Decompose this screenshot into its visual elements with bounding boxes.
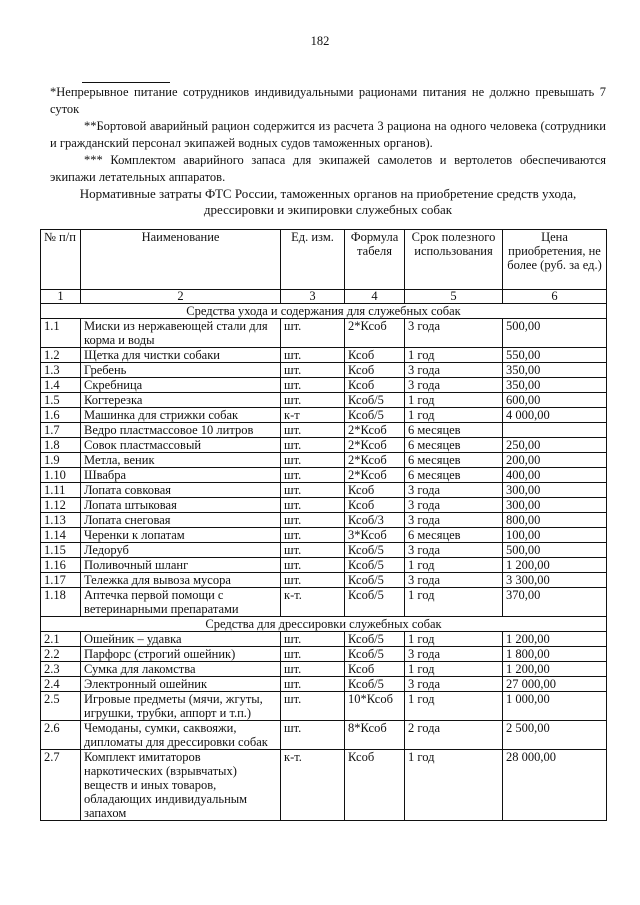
cell-price: 100,00: [503, 528, 607, 543]
table-row: [41, 692, 607, 721]
cell-unit: шт.: [281, 543, 345, 558]
cell-name: Черенки к лопатам: [81, 528, 281, 543]
header-number: 1: [41, 290, 81, 304]
cell-name: Тележка для вывоза мусора: [81, 573, 281, 588]
cell-name: Машинка для стрижки собак: [81, 408, 281, 423]
cell-term: 1 год: [405, 692, 503, 721]
cell-name: Сумка для лакомства: [81, 662, 281, 677]
cell-no: 2.4: [41, 677, 81, 692]
cell-formula: Ксоб/5: [345, 408, 405, 423]
table-row: [41, 647, 607, 662]
cell-formula: Ксоб/5: [345, 543, 405, 558]
cell-unit: шт.: [281, 558, 345, 573]
cell-unit: шт.: [281, 378, 345, 393]
cell-name: Чемоданы, сумки, саквояжи, дипломаты для дрессировки собак: [81, 721, 281, 750]
cell-unit: к-т.: [281, 750, 345, 821]
cell-unit: шт.: [281, 662, 345, 677]
cell-name: Комплект имитаторов наркотических (взрывчатых) веществ и иных товаров, обладающих индивидуальным запахом: [81, 750, 281, 821]
cell-term: 3 года: [405, 378, 503, 393]
footnotes: [50, 84, 606, 186]
cell-name: Игровые предметы (мячи, жгуты, игрушки, трубки, аппорт и т.п.): [81, 692, 281, 721]
section-row: [41, 617, 607, 632]
cell-price: 600,00: [503, 393, 607, 408]
cell-formula: 2*Ксоб: [345, 453, 405, 468]
cell-formula: Ксоб/5: [345, 647, 405, 662]
cell-price: 1 800,00: [503, 647, 607, 662]
cell-no: 1.14: [41, 528, 81, 543]
table-title-line-1: Нормативные затраты ФТС России, таможенных органов на приобретение средств ухода,: [79, 186, 577, 201]
cell-price: 27 000,00: [503, 677, 607, 692]
cell-term: 1 год: [405, 393, 503, 408]
cell-unit: шт.: [281, 363, 345, 378]
cell-price: 350,00: [503, 363, 607, 378]
cell-formula: Ксоб/3: [345, 513, 405, 528]
cell-formula: 2*Ксоб: [345, 438, 405, 453]
cell-formula: Ксоб: [345, 498, 405, 513]
cell-name: Когтерезка: [81, 393, 281, 408]
cell-term: 1 год: [405, 558, 503, 573]
cell-no: 1.8: [41, 438, 81, 453]
cell-term: 6 месяцев: [405, 528, 503, 543]
table-title: [50, 186, 606, 218]
cell-formula: Ксоб/5: [345, 632, 405, 647]
cell-price: 1 000,00: [503, 692, 607, 721]
cell-no: 1.3: [41, 363, 81, 378]
table-row: [41, 588, 607, 617]
cell-term: 3 года: [405, 319, 503, 348]
section-title: Средства для дрессировки служебных собак: [41, 617, 607, 632]
cell-term: 3 года: [405, 677, 503, 692]
cell-price: 1 200,00: [503, 632, 607, 647]
cell-no: 1.16: [41, 558, 81, 573]
cell-term: 6 месяцев: [405, 423, 503, 438]
cell-term: 3 года: [405, 573, 503, 588]
cell-no: 2.3: [41, 662, 81, 677]
header-number: 5: [405, 290, 503, 304]
cell-name: Ледоруб: [81, 543, 281, 558]
cell-term: 3 года: [405, 498, 503, 513]
table-row: [41, 483, 607, 498]
cell-price: 1 200,00: [503, 662, 607, 677]
cell-term: 6 месяцев: [405, 438, 503, 453]
cell-formula: 2*Ксоб: [345, 468, 405, 483]
cell-no: 1.11: [41, 483, 81, 498]
cell-unit: шт.: [281, 632, 345, 647]
cell-term: 6 месяцев: [405, 453, 503, 468]
cell-price: 550,00: [503, 348, 607, 363]
cell-term: 3 года: [405, 483, 503, 498]
footnote-1: *Непрерывное питание сотрудников индивидуальными рационами питания не должно превышать 7 суток: [50, 85, 606, 116]
table-row: [41, 558, 607, 573]
cell-no: 1.1: [41, 319, 81, 348]
table-title-line-2: дрессировки и экипировки служебных собак: [203, 202, 453, 217]
cell-no: 1.15: [41, 543, 81, 558]
cell-price: 28 000,00: [503, 750, 607, 821]
cell-name: Аптечка первой помощи с ветеринарными препаратами: [81, 588, 281, 617]
header-number: 3: [281, 290, 345, 304]
cell-name: Поливочный шланг: [81, 558, 281, 573]
cell-unit: шт.: [281, 348, 345, 363]
cell-unit: шт.: [281, 468, 345, 483]
header-number: 2: [81, 290, 281, 304]
cell-no: 2.6: [41, 721, 81, 750]
cell-price: 250,00: [503, 438, 607, 453]
cell-unit: шт.: [281, 513, 345, 528]
cell-formula: Ксоб: [345, 750, 405, 821]
footnote-rule: [82, 82, 170, 83]
cell-no: 1.4: [41, 378, 81, 393]
cell-formula: Ксоб/5: [345, 558, 405, 573]
cell-name: Электронный ошейник: [81, 677, 281, 692]
table-row: [41, 453, 607, 468]
header-number: 6: [503, 290, 607, 304]
cell-no: 1.5: [41, 393, 81, 408]
header-no: № п/п: [41, 230, 81, 290]
cell-unit: шт.: [281, 498, 345, 513]
cell-price: 2 500,00: [503, 721, 607, 750]
cell-unit: шт.: [281, 438, 345, 453]
cell-unit: шт.: [281, 319, 345, 348]
cell-formula: Ксоб: [345, 662, 405, 677]
cell-unit: шт.: [281, 423, 345, 438]
table-row: [41, 750, 607, 821]
cell-name: Гребень: [81, 363, 281, 378]
cell-price: 4 000,00: [503, 408, 607, 423]
page-number: 182: [310, 34, 330, 48]
cell-price: 300,00: [503, 498, 607, 513]
table-row: [41, 319, 607, 348]
cell-price: 350,00: [503, 378, 607, 393]
cell-no: 2.5: [41, 692, 81, 721]
cell-no: 1.2: [41, 348, 81, 363]
cell-name: Парфорс (строгий ошейник): [81, 647, 281, 662]
cell-formula: 10*Ксоб: [345, 692, 405, 721]
table-row: [41, 721, 607, 750]
cell-name: Ошейник – удавка: [81, 632, 281, 647]
cell-name: Щетка для чистки собаки: [81, 348, 281, 363]
costs-table: [40, 229, 607, 821]
cell-formula: 8*Ксоб: [345, 721, 405, 750]
cell-formula: 3*Ксоб: [345, 528, 405, 543]
table-row: [41, 513, 607, 528]
table-row: [41, 528, 607, 543]
table-row: [41, 632, 607, 647]
header-number: 4: [345, 290, 405, 304]
cell-unit: шт.: [281, 677, 345, 692]
cell-no: 1.13: [41, 513, 81, 528]
table-row: [41, 378, 607, 393]
cell-term: 3 года: [405, 647, 503, 662]
header-name: Наименование: [81, 230, 281, 290]
table-row: [41, 573, 607, 588]
cell-formula: Ксоб/5: [345, 677, 405, 692]
cell-price: 500,00: [503, 543, 607, 558]
cell-term: 1 год: [405, 348, 503, 363]
table-row: [41, 363, 607, 378]
table-row: [41, 677, 607, 692]
section-row: [41, 304, 607, 319]
cell-price: 370,00: [503, 588, 607, 617]
cell-unit: шт.: [281, 692, 345, 721]
cell-unit: шт.: [281, 393, 345, 408]
cell-unit: шт.: [281, 453, 345, 468]
cell-unit: шт.: [281, 528, 345, 543]
table-row: [41, 543, 607, 558]
cell-formula: Ксоб: [345, 348, 405, 363]
cell-name: Совок пластмассовый: [81, 438, 281, 453]
cell-no: 1.9: [41, 453, 81, 468]
cell-term: 3 года: [405, 543, 503, 558]
cell-no: 1.10: [41, 468, 81, 483]
table-row: [41, 498, 607, 513]
cell-name: Швабра: [81, 468, 281, 483]
cell-term: 1 год: [405, 662, 503, 677]
cell-unit: шт.: [281, 573, 345, 588]
section-title: Средства ухода и содержания для служебных собак: [41, 304, 607, 319]
cell-term: 6 месяцев: [405, 468, 503, 483]
cell-formula: Ксоб/5: [345, 573, 405, 588]
cell-no: 1.6: [41, 408, 81, 423]
cell-no: 1.7: [41, 423, 81, 438]
cell-name: Лопата совковая: [81, 483, 281, 498]
cell-no: 2.2: [41, 647, 81, 662]
cell-term: 3 года: [405, 363, 503, 378]
cell-unit: к-т: [281, 408, 345, 423]
cell-no: 2.7: [41, 750, 81, 821]
table-row: [41, 348, 607, 363]
cell-term: 1 год: [405, 408, 503, 423]
cell-no: 2.1: [41, 632, 81, 647]
table-row: [41, 438, 607, 453]
cell-no: 1.12: [41, 498, 81, 513]
cell-no: 1.17: [41, 573, 81, 588]
cell-formula: Ксоб/5: [345, 588, 405, 617]
table-row: [41, 423, 607, 438]
cell-price: [503, 423, 607, 438]
cell-price: 1 200,00: [503, 558, 607, 573]
cell-formula: 2*Ксоб: [345, 423, 405, 438]
cell-price: 300,00: [503, 483, 607, 498]
header-price: Цена приобретения, не более (руб. за ед.): [503, 230, 607, 290]
cell-unit: шт.: [281, 483, 345, 498]
cell-unit: к-т.: [281, 588, 345, 617]
cell-formula: Ксоб: [345, 363, 405, 378]
cell-price: 500,00: [503, 319, 607, 348]
cell-unit: шт.: [281, 721, 345, 750]
cell-name: Метла, веник: [81, 453, 281, 468]
header-row: [41, 230, 607, 290]
cell-term: 2 года: [405, 721, 503, 750]
table-row: [41, 393, 607, 408]
table-row: [41, 662, 607, 677]
cell-formula: Ксоб/5: [345, 393, 405, 408]
cell-price: 200,00: [503, 453, 607, 468]
cell-unit: шт.: [281, 647, 345, 662]
cell-term: 1 год: [405, 632, 503, 647]
header-term: Срок полезного использования: [405, 230, 503, 290]
cell-price: 400,00: [503, 468, 607, 483]
cell-name: Лопата штыковая: [81, 498, 281, 513]
cell-name: Лопата снеговая: [81, 513, 281, 528]
cell-term: 1 год: [405, 588, 503, 617]
cell-name: Скребница: [81, 378, 281, 393]
cell-formula: 2*Ксоб: [345, 319, 405, 348]
table-row: [41, 408, 607, 423]
cell-term: 1 год: [405, 750, 503, 821]
header-formula: Формула табеля: [345, 230, 405, 290]
footnote-2: **Бортовой аварийный рацион содержится из расчета 3 рациона на одного человека (сотрудники и гражданский персонал экипажей водных судов таможенных органов).: [50, 119, 606, 150]
cell-formula: Ксоб: [345, 483, 405, 498]
cell-no: 1.18: [41, 588, 81, 617]
footnote-3: *** Комплектом аварийного запаса для экипажей самолетов и вертолетов обеспечиваются экипажи летательных аппаратов.: [50, 153, 606, 184]
cell-formula: Ксоб: [345, 378, 405, 393]
cell-name: Миски из нержавеющей стали для корма и воды: [81, 319, 281, 348]
header-number-row: [41, 290, 607, 304]
cell-name: Ведро пластмассовое 10 литров: [81, 423, 281, 438]
table-row: [41, 468, 607, 483]
cell-price: 800,00: [503, 513, 607, 528]
header-unit: Ед. изм.: [281, 230, 345, 290]
cell-term: 3 года: [405, 513, 503, 528]
cell-price: 3 300,00: [503, 573, 607, 588]
